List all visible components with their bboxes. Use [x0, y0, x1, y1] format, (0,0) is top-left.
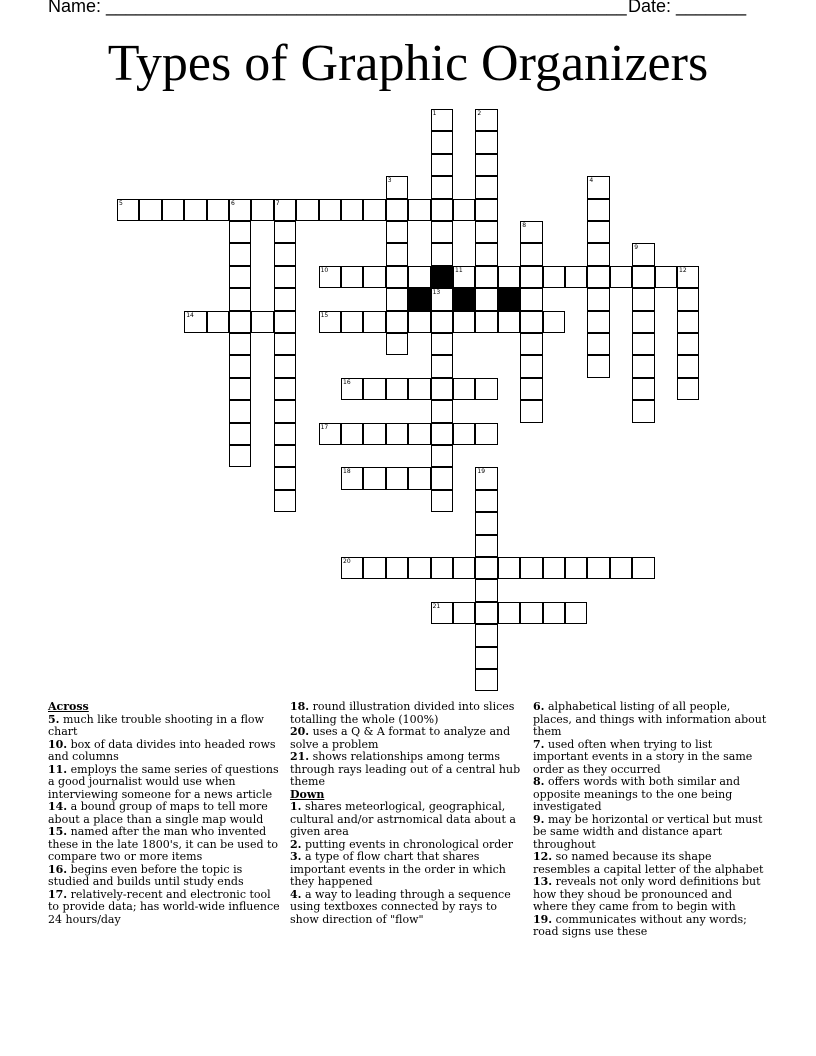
grid-cell[interactable] — [274, 445, 296, 467]
grid-cell[interactable] — [520, 288, 542, 310]
grid-cell[interactable] — [431, 199, 453, 221]
grid-cell[interactable] — [274, 311, 296, 333]
clue-item-text: shares meteorlogical, geographical, cultural and/or astrnomical data about a given area — [290, 800, 516, 838]
clue-item-number: 2. — [290, 837, 302, 851]
grid-cell[interactable] — [229, 445, 251, 467]
clue-item-number: 4. — [290, 887, 302, 901]
grid-cell[interactable] — [431, 467, 453, 489]
clue-number: 17 — [320, 423, 329, 431]
grid-cell[interactable] — [475, 490, 497, 512]
grid-cell[interactable] — [475, 199, 497, 221]
grid-cell[interactable] — [475, 602, 497, 624]
grid-cell[interactable] — [520, 221, 542, 243]
grid-cell[interactable] — [431, 221, 453, 243]
grid-cell[interactable] — [386, 221, 408, 243]
grid-cell[interactable] — [363, 378, 385, 400]
grid-cell[interactable] — [408, 311, 430, 333]
clue-item — [48, 714, 284, 739]
grid-cell[interactable] — [431, 602, 453, 624]
clue-item-number: 12. — [533, 850, 553, 863]
clue-item-text: reveals not only word definitions but how they shoud be pronounced and where they came from to begin with — [533, 875, 761, 913]
grid-cell[interactable] — [475, 131, 497, 153]
grid-cell[interactable] — [341, 423, 363, 445]
clue-item-text: alphabetical listing of all people, places, and things with information about them — [533, 700, 767, 738]
grid-cell[interactable] — [655, 266, 677, 288]
grid-cell[interactable] — [475, 176, 497, 198]
grid-cell[interactable] — [229, 243, 251, 265]
clue-item-text: may be horizontal or vertical but must be same width and distance apart throughout — [533, 812, 763, 851]
grid-cell[interactable] — [475, 624, 497, 646]
grid-cell[interactable] — [677, 355, 699, 377]
grid-cell[interactable] — [632, 557, 654, 579]
grid-cell[interactable] — [587, 355, 609, 377]
grid-cell[interactable] — [319, 311, 341, 333]
grid-cell[interactable] — [431, 333, 453, 355]
grid-cell[interactable] — [431, 311, 453, 333]
clue-item-number: 17. — [48, 887, 68, 901]
clue-item-number: 16. — [48, 862, 68, 876]
clue-item-number: 15. — [48, 825, 68, 838]
grid-cell[interactable] — [274, 490, 296, 512]
clue-number: 1 — [432, 110, 437, 117]
clue-item-number: 21. — [290, 750, 310, 763]
grid-cell[interactable] — [587, 288, 609, 310]
clue-item — [48, 889, 284, 927]
grid-cell[interactable] — [363, 199, 385, 221]
grid-cell[interactable] — [677, 311, 699, 333]
grid-cell[interactable] — [341, 378, 363, 400]
clue-number: 13 — [432, 289, 441, 297]
grid-cell[interactable] — [475, 221, 497, 243]
clue-number: 11 — [455, 266, 463, 274]
grid-cell[interactable] — [363, 467, 385, 489]
grid-cell[interactable] — [565, 557, 587, 579]
clue-number: 16 — [343, 378, 351, 386]
clue-item — [48, 739, 284, 764]
grid-cell[interactable] — [431, 176, 453, 198]
clues-column-2 — [290, 701, 526, 926]
clue-number: 14 — [186, 311, 194, 319]
clue-item-text: shows relationships among terms through rays leading out of a central hub theme — [290, 750, 521, 788]
clue-item-number: 7. — [533, 737, 545, 751]
grid-cell[interactable] — [274, 333, 296, 355]
clue-item-text: begins even before the topic is studied and builds until study ends — [48, 862, 244, 888]
clue-item-text: relatively-recent and electronic tool to provide data; has world-wide influence 24 hours/day — [48, 887, 280, 926]
clue-item-text: uses a Q & A format to analyze and solve a problem — [290, 725, 511, 751]
black-square — [453, 288, 475, 310]
grid-cell[interactable] — [431, 557, 453, 579]
grid-cell[interactable] — [386, 199, 408, 221]
clue-item-number: 18. — [290, 700, 310, 713]
clue-number: 3 — [387, 177, 392, 185]
grid-cell[interactable] — [498, 557, 520, 579]
clue-item-text: a way to leading through a sequence using textboxes connected by rays to show direction of "flow" — [290, 887, 511, 926]
clue-item — [290, 701, 526, 726]
clue-item-number: 14. — [48, 800, 68, 813]
grid-cell[interactable] — [610, 266, 632, 288]
clue-item — [48, 801, 284, 826]
clue-number: 5 — [119, 199, 123, 207]
grid-cell[interactable] — [274, 355, 296, 377]
clue-number: 15 — [320, 311, 329, 319]
grid-cell[interactable] — [408, 199, 430, 221]
grid-cell[interactable] — [229, 199, 251, 221]
grid-cell[interactable] — [251, 199, 273, 221]
clues-column-1 — [48, 701, 284, 926]
clue-item — [533, 776, 769, 814]
clue-item-number: 3. — [290, 850, 302, 863]
grid-cell[interactable] — [274, 221, 296, 243]
grid-cell[interactable] — [207, 311, 229, 333]
grid-cell[interactable] — [341, 311, 363, 333]
grid-cell[interactable] — [274, 266, 296, 288]
grid-cell[interactable] — [565, 266, 587, 288]
clue-item-text: offers words with both similar and opposite meanings to the one being investigated — [533, 775, 741, 813]
grid-cell[interactable] — [543, 266, 565, 288]
grid-cell[interactable] — [520, 400, 542, 422]
clue-item — [48, 826, 284, 864]
grid-cell[interactable] — [587, 557, 609, 579]
grid-cell[interactable] — [475, 669, 497, 691]
grid-cell[interactable] — [520, 557, 542, 579]
clue-item — [290, 801, 526, 839]
grid-cell[interactable] — [386, 378, 408, 400]
grid-cell[interactable] — [431, 445, 453, 467]
grid-cell[interactable] — [475, 311, 497, 333]
grid-cell[interactable] — [408, 557, 430, 579]
page-title: Types of Graphic Organizers — [107, 35, 709, 92]
grid-cell[interactable] — [386, 176, 408, 198]
grid-cell[interactable] — [274, 243, 296, 265]
grid-cell[interactable] — [296, 199, 318, 221]
grid-cell[interactable] — [498, 602, 520, 624]
clue-number: 8 — [522, 222, 527, 229]
grid-cell[interactable] — [274, 378, 296, 400]
clue-number: 7 — [275, 199, 280, 207]
grid-cell[interactable] — [274, 288, 296, 310]
grid-cell[interactable] — [386, 423, 408, 445]
clue-item-text: so named because its shape resembles a capital letter of the alphabet — [533, 850, 764, 876]
grid-cell[interactable] — [475, 266, 497, 288]
grid-cell[interactable] — [386, 557, 408, 579]
grid-cell[interactable] — [229, 221, 251, 243]
grid-cell[interactable] — [587, 199, 609, 221]
grid-cell[interactable] — [341, 266, 363, 288]
grid-cell[interactable] — [520, 243, 542, 265]
grid-cell[interactable] — [386, 311, 408, 333]
clue-item-text: employs the same series of questions a good journalist would use when interviewing someone for a news article — [48, 762, 279, 801]
grid-cell[interactable] — [677, 266, 699, 288]
clue-item-number: 6. — [533, 700, 545, 713]
clue-item-text: much like trouble shooting in a flow chart — [48, 712, 264, 738]
clues-column-3 — [533, 701, 769, 939]
grid-cell[interactable] — [543, 602, 565, 624]
grid-cell[interactable] — [229, 423, 251, 445]
grid-cell[interactable] — [565, 602, 587, 624]
clue-item-number: 11. — [48, 762, 68, 776]
grid-cell[interactable] — [543, 557, 565, 579]
grid-cell[interactable] — [229, 378, 251, 400]
grid-cell[interactable] — [453, 423, 475, 445]
grid-cell[interactable] — [475, 243, 497, 265]
grid-cell[interactable] — [632, 333, 654, 355]
name-field-label: Name: ____________________________________________________ — [48, 0, 627, 16]
grid-cell[interactable] — [386, 467, 408, 489]
grid-cell[interactable] — [184, 311, 206, 333]
grid-cell[interactable] — [453, 199, 475, 221]
grid-cell[interactable] — [341, 557, 363, 579]
grid-cell[interactable] — [520, 355, 542, 377]
grid-cell[interactable] — [632, 400, 654, 422]
grid-cell[interactable] — [475, 109, 497, 131]
clue-item-text: used often when trying to list important events in a story in the same order as they occurred — [533, 737, 753, 776]
clue-item-number: 20. — [290, 725, 310, 738]
clue-number: 21 — [432, 602, 441, 610]
grid-cell[interactable] — [475, 423, 497, 445]
clue-item-text: a bound group of maps to tell more about a place than a single map would — [48, 800, 268, 826]
grid-cell[interactable] — [475, 647, 497, 669]
clue-item-text: named after the man who invented these in the late 1800's, it can be used to compare two or more items — [48, 825, 279, 863]
grid-cell[interactable] — [431, 154, 453, 176]
grid-cell[interactable] — [520, 266, 542, 288]
grid-cell[interactable] — [274, 423, 296, 445]
grid-cell[interactable] — [498, 311, 520, 333]
grid-cell[interactable] — [475, 557, 497, 579]
grid-cell[interactable] — [207, 199, 229, 221]
grid-cell[interactable] — [587, 333, 609, 355]
grid-cell[interactable] — [453, 557, 475, 579]
grid-cell[interactable] — [475, 154, 497, 176]
grid-cell[interactable] — [229, 355, 251, 377]
grid-cell[interactable] — [453, 266, 475, 288]
black-square — [431, 266, 453, 288]
clue-item-number: 8. — [533, 775, 545, 788]
grid-cell[interactable] — [386, 243, 408, 265]
grid-cell[interactable] — [543, 311, 565, 333]
grid-cell[interactable] — [632, 243, 654, 265]
grid-cell[interactable] — [587, 243, 609, 265]
grid-cell[interactable] — [632, 311, 654, 333]
clue-number: 20 — [343, 558, 351, 565]
date-field-label: Date: _______ — [628, 0, 747, 16]
clue-item-text: round illustration divided into slices totalling the whole (100%) — [290, 700, 515, 726]
grid-cell[interactable] — [274, 467, 296, 489]
grid-cell[interactable] — [117, 199, 139, 221]
clue-number: 10 — [320, 266, 329, 274]
grid-cell[interactable] — [431, 288, 453, 310]
grid-cell[interactable] — [319, 423, 341, 445]
clue-item-number: 9. — [533, 812, 545, 826]
grid-cell[interactable] — [632, 288, 654, 310]
clue-number: 9 — [634, 244, 639, 252]
grid-cell[interactable] — [475, 579, 497, 601]
grid-cell[interactable] — [229, 266, 251, 288]
grid-cell[interactable] — [520, 333, 542, 355]
grid-cell[interactable] — [632, 355, 654, 377]
grid-cell[interactable] — [475, 378, 497, 400]
grid-cell[interactable] — [319, 199, 341, 221]
black-square — [498, 288, 520, 310]
grid-cell[interactable] — [274, 199, 296, 221]
grid-cell[interactable] — [431, 243, 453, 265]
grid-cell[interactable] — [587, 221, 609, 243]
grid-cell[interactable] — [475, 288, 497, 310]
grid-cell[interactable] — [431, 490, 453, 512]
clue-item — [48, 864, 284, 889]
clue-item-number: 10. — [48, 737, 68, 751]
grid-cell[interactable] — [139, 199, 161, 221]
grid-cell[interactable] — [610, 557, 632, 579]
grid-cell[interactable] — [229, 333, 251, 355]
grid-cell[interactable] — [162, 199, 184, 221]
grid-cell[interactable] — [677, 288, 699, 310]
grid-cell[interactable] — [520, 311, 542, 333]
clue-item-number: 1. — [290, 800, 302, 813]
grid-cell[interactable] — [677, 378, 699, 400]
clue-number: 19 — [477, 468, 486, 476]
clue-item-number: 13. — [533, 875, 553, 888]
grid-cell[interactable] — [431, 355, 453, 377]
grid-cell[interactable] — [386, 266, 408, 288]
grid-cell[interactable] — [408, 378, 430, 400]
grid-cell[interactable] — [587, 311, 609, 333]
clue-item — [290, 851, 526, 889]
grid-cell[interactable] — [520, 378, 542, 400]
grid-cell[interactable] — [453, 378, 475, 400]
grid-cell[interactable] — [431, 131, 453, 153]
clue-number: 12 — [679, 266, 687, 274]
grid-cell[interactable] — [341, 199, 363, 221]
clue-item — [290, 726, 526, 751]
black-square — [408, 288, 430, 310]
grid-cell[interactable] — [319, 266, 341, 288]
clue-item-number: 5. — [48, 712, 60, 726]
grid-cell[interactable] — [363, 311, 385, 333]
down-heading: Down — [290, 787, 325, 801]
grid-cell[interactable] — [229, 288, 251, 310]
clue-item — [290, 751, 526, 789]
clue-number: 6 — [231, 199, 235, 207]
grid-cell[interactable] — [363, 266, 385, 288]
grid-cell[interactable] — [520, 602, 542, 624]
clue-item — [533, 876, 769, 914]
clue-number: 18 — [343, 468, 351, 476]
across-heading: Across — [48, 700, 89, 713]
grid-cell[interactable] — [431, 378, 453, 400]
grid-cell[interactable] — [431, 109, 453, 131]
grid-cell[interactable] — [251, 311, 273, 333]
grid-cell[interactable] — [475, 512, 497, 534]
grid-cell[interactable] — [386, 288, 408, 310]
clue-item-number: 19. — [533, 912, 553, 926]
grid-cell[interactable] — [431, 400, 453, 422]
grid-cell[interactable] — [498, 266, 520, 288]
clue-item — [533, 739, 769, 777]
grid-cell[interactable] — [408, 266, 430, 288]
grid-cell[interactable] — [632, 266, 654, 288]
grid-cell[interactable] — [341, 467, 363, 489]
grid-cell[interactable] — [408, 423, 430, 445]
grid-cell[interactable] — [274, 400, 296, 422]
clue-item — [48, 764, 284, 802]
clue-item — [533, 701, 769, 739]
grid-cell[interactable] — [677, 333, 699, 355]
grid-cell[interactable] — [587, 266, 609, 288]
grid-cell[interactable] — [475, 535, 497, 557]
clue-number: 4 — [589, 177, 594, 185]
grid-cell[interactable] — [229, 311, 251, 333]
grid-cell[interactable] — [363, 423, 385, 445]
grid-cell[interactable] — [229, 400, 251, 422]
grid-cell[interactable] — [632, 378, 654, 400]
clue-item — [290, 889, 526, 927]
clue-item-text: box of data divides into headed rows and columns — [48, 737, 276, 763]
grid-cell[interactable] — [453, 602, 475, 624]
clue-item-text: communicates without any words; road signs use these — [533, 912, 747, 938]
grid-cell[interactable] — [386, 333, 408, 355]
grid-cell[interactable] — [408, 467, 430, 489]
grid-cell[interactable] — [587, 176, 609, 198]
clue-item — [533, 814, 769, 852]
clue-item-text: a type of flow chart that shares important events in the order in which they happened — [290, 850, 506, 888]
grid-cell[interactable] — [453, 311, 475, 333]
grid-cell[interactable] — [475, 467, 497, 489]
clue-number: 2 — [477, 110, 482, 117]
grid-cell[interactable] — [184, 199, 206, 221]
grid-cell[interactable] — [363, 557, 385, 579]
grid-cell[interactable] — [431, 423, 453, 445]
clue-item — [533, 851, 769, 876]
clue-item-text: putting events in chronological order — [301, 837, 514, 851]
clue-item — [533, 914, 769, 939]
